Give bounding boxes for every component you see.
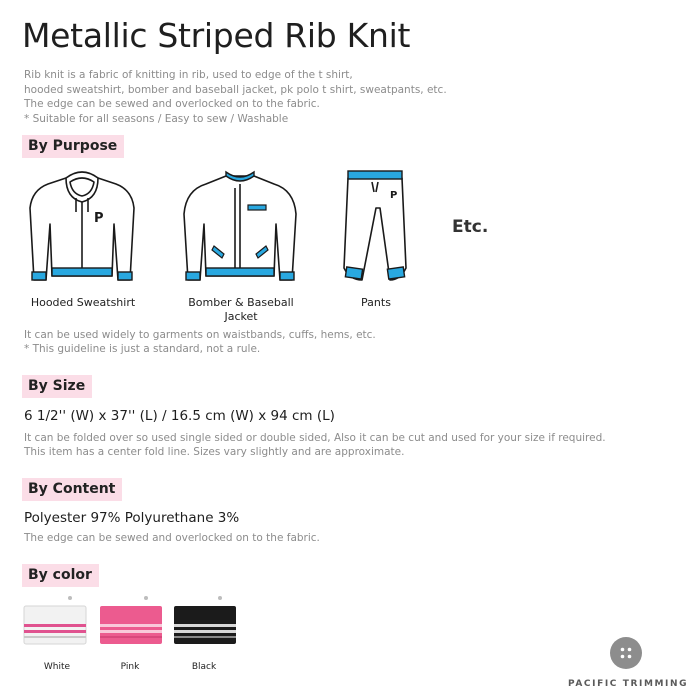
size-value: 6 1/2'' (W) x 37'' (L) / 16.5 cm (W) x 94 cm (L)	[24, 408, 335, 424]
section-label-purpose: By Purpose	[22, 135, 124, 158]
intro-line: Rib knit is a fabric of knitting in rib, used to edge of the t shirt,	[24, 69, 353, 81]
purpose-note: * This guideline is just a standard, not a rule.	[24, 343, 261, 355]
hoodie-icon	[26, 168, 138, 286]
section-label-color: By color	[22, 564, 99, 587]
brand-logo-icon	[610, 637, 642, 669]
svg-text:P: P	[390, 190, 398, 201]
content-value: Polyester 97% Polyurethane 3%	[24, 510, 240, 526]
garment-label-pants: Pants	[361, 296, 391, 309]
size-note: It can be folded over so used single sided or double sided, Also it can be cut and used for your size if required.	[24, 432, 606, 444]
swatch-label-pink: Pink	[120, 662, 140, 672]
intro-text	[24, 68, 447, 126]
swatch-pink[interactable]	[98, 594, 168, 650]
button-icon	[610, 637, 642, 669]
section-label-size: By Size	[22, 375, 92, 398]
intro-line: hooded sweatshirt, bomber and baseball jacket, pk polo t shirt, sweatpants, etc.	[24, 83, 447, 96]
swatch-label-black: Black	[191, 662, 217, 672]
size-note: This item has a center fold line. Sizes vary slightly and are approximate.	[24, 446, 405, 458]
intro-line: The edge can be sewed and overlocked on to the fabric.	[24, 98, 320, 111]
pants-icon	[340, 168, 410, 286]
jacket-icon	[180, 168, 300, 286]
swatch-label-white: White	[43, 662, 71, 672]
swatch-white[interactable]	[22, 594, 92, 650]
page-title: Metallic Striped Rib Knit	[22, 16, 411, 55]
brand-name: PACIFIC TRIMMING	[568, 679, 689, 689]
section-label-content: By Content	[22, 478, 122, 501]
intro-line: * Suitable for all seasons / Easy to sew / Washable	[24, 112, 289, 125]
swatch-black[interactable]	[172, 594, 242, 650]
garment-label-jacket: Bomber & Baseball Jacket	[188, 296, 294, 323]
content-note: The edge can be sewed and overlocked on to the fabric.	[24, 532, 320, 544]
garment-label-hoodie: Hooded Sweatshirt	[30, 296, 136, 309]
etc-label: Etc.	[452, 217, 489, 237]
purpose-note: It can be used widely to garments on waistbands, cuffs, hems, etc.	[24, 329, 376, 341]
svg-text:P: P	[94, 211, 104, 226]
